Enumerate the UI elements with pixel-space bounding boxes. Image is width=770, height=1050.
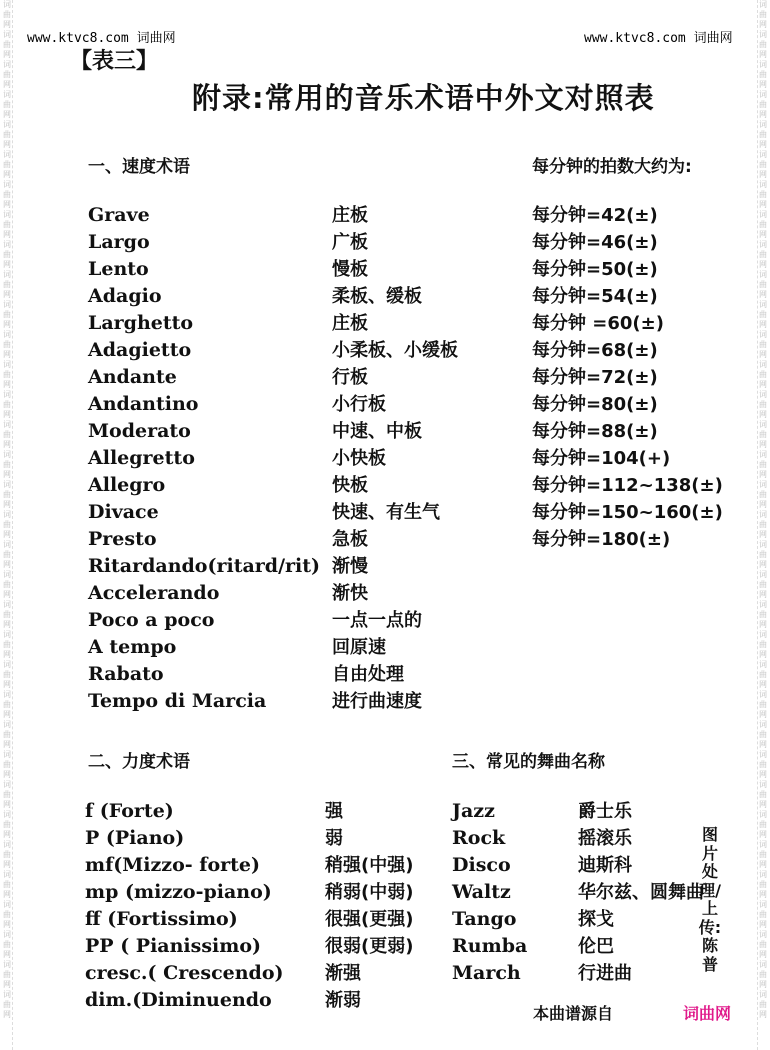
dynamics-term-en: mp (mizzo-piano): [85, 881, 272, 903]
dances-terms-en: [452, 798, 527, 987]
dynamics-term-en: dim.(Diminuendo: [85, 989, 272, 1011]
tempo-beat-value: 每分钟=42(±): [532, 205, 658, 226]
dynamics-term-cn: 很强(更强): [325, 909, 414, 930]
dance-term-en: Rock: [452, 827, 506, 849]
tempo-beat-value: 每分钟=80(±): [532, 394, 658, 415]
tempo-beat-value: 每分钟=180(±): [532, 529, 671, 550]
tempo-term-en: Allegro: [88, 474, 166, 496]
table-tag: 【表三】: [70, 49, 159, 74]
tempo-term-cn: 小柔板、小缓板: [332, 340, 458, 361]
tempo-term-en: Poco a poco: [88, 609, 215, 631]
tempo-beat-value: 每分钟=50(±): [532, 259, 658, 280]
tempo-term-cn: 快速、有生气: [332, 502, 440, 523]
tempo-term-cn: 急板: [332, 529, 368, 550]
dances-terms-cn: [578, 798, 704, 987]
tempo-beat-value: 每分钟=72(±): [532, 367, 658, 388]
tempo-terms-en: [88, 202, 320, 715]
tempo-term-en: Ritardando(ritard/rit): [88, 555, 321, 577]
tempo-term-en: Adagietto: [88, 339, 192, 361]
watermark-top-left: www.ktvc8.com 词曲网: [27, 31, 176, 46]
dynamics-term-cn: 弱: [325, 828, 343, 849]
tempo-term-en: Largo: [88, 231, 150, 253]
tempo-term-en: Andante: [88, 366, 177, 388]
beats-heading: 每分钟的拍数大约为:: [532, 157, 692, 177]
dynamics-term-cn: 很弱(更弱): [325, 936, 414, 957]
dynamics-term-en: mf(Mizzo- forte): [85, 854, 260, 876]
tempo-term-cn: 渐快: [332, 583, 368, 604]
dance-term-en: Jazz: [452, 800, 495, 822]
tempo-term-en: Grave: [88, 204, 150, 226]
dynamics-term-en: ff (Fortissimo): [85, 908, 238, 930]
dance-term-en: Rumba: [452, 935, 528, 957]
brand-label: 词曲网: [683, 1004, 732, 1023]
tempo-term-cn: 慢板: [332, 259, 368, 280]
dynamics-terms-cn: [325, 798, 413, 1014]
dynamics-term-cn: 强: [325, 801, 343, 822]
dance-term-en: Waltz: [452, 881, 511, 903]
tempo-term-cn: 进行曲速度: [332, 691, 422, 712]
vertical-credit: 图片处理/上传:陈普: [698, 825, 722, 974]
tempo-term-cn: 柔板、缓板: [332, 286, 422, 307]
page-title: 附录:常用的音乐术语中外文对照表: [192, 81, 655, 115]
source-label: 本曲谱源自: [533, 1004, 614, 1023]
tempo-term-en: A tempo: [88, 636, 177, 658]
tempo-term-cn: 庄板: [332, 205, 368, 226]
tempo-term-cn: 自由处理: [332, 664, 404, 685]
tempo-term-en: Lento: [88, 258, 149, 280]
dynamics-term-cn: 渐强: [325, 963, 361, 984]
tempo-beat-value: 每分钟=54(±): [532, 286, 658, 307]
tempo-terms-cn: [332, 202, 458, 715]
tempo-beats: [532, 202, 723, 553]
tempo-term-en: Allegretto: [88, 447, 195, 469]
right-watermark-strip: 词曲网词曲网词曲网词曲网词曲网词曲网词曲网词曲网词曲网词曲网词曲网词曲网词曲网词曲网词曲网词曲网词曲网词曲网词曲网词曲网词曲网词曲网词曲网词曲网词曲网词曲网词曲网词曲网词曲网词曲网词曲网词曲网词曲网词曲网: [757, 0, 768, 1050]
tempo-term-cn: 广板: [332, 232, 368, 253]
dynamics-term-cn: 稍弱(中弱): [325, 882, 414, 903]
tempo-term-cn: 中速、中板: [332, 421, 422, 442]
tempo-term-cn: 渐慢: [332, 556, 368, 577]
dynamics-term-en: f (Forte): [85, 800, 174, 822]
tempo-term-cn: 回原速: [332, 637, 386, 658]
left-watermark-strip: 词曲网词曲网词曲网词曲网词曲网词曲网词曲网词曲网词曲网词曲网词曲网词曲网词曲网词曲网词曲网词曲网词曲网词曲网词曲网词曲网词曲网词曲网词曲网词曲网词曲网词曲网词曲网词曲网词曲网词曲网词曲网词曲网词曲网词曲网: [2, 0, 13, 1050]
tempo-heading: 一、速度术语: [88, 157, 190, 177]
dance-term-cn: 爵士乐: [578, 801, 632, 822]
dance-term-en: Disco: [452, 854, 511, 876]
dance-term-cn: 探戈: [578, 909, 614, 930]
dance-term-cn: 行进曲: [578, 963, 632, 984]
dance-term-en: March: [452, 962, 521, 984]
dynamics-terms-en: [85, 798, 284, 1014]
dance-term-cn: 迪斯科: [578, 855, 632, 876]
dynamics-term-en: P (Piano): [85, 827, 185, 849]
dynamics-heading: 二、力度术语: [88, 752, 190, 772]
tempo-term-en: Larghetto: [88, 312, 194, 334]
tempo-beat-value: 每分钟=150~160(±): [532, 502, 723, 523]
dance-term-cn: 伦巴: [578, 936, 614, 957]
tempo-term-en: Rabato: [88, 663, 164, 685]
tempo-beat-value: 每分钟=46(±): [532, 232, 658, 253]
tempo-term-cn: 庄板: [332, 313, 368, 334]
dance-term-cn: 摇滚乐: [578, 828, 632, 849]
tempo-term-cn: 小快板: [332, 448, 386, 469]
tempo-beat-value: 每分钟=68(±): [532, 340, 658, 361]
dynamics-term-cn: 稍强(中强): [325, 855, 414, 876]
tempo-term-en: Andantino: [88, 393, 199, 415]
tempo-term-en: Accelerando: [88, 582, 220, 604]
tempo-term-cn: 小行板: [332, 394, 386, 415]
dynamics-term-cn: 渐弱: [325, 990, 361, 1011]
dynamics-term-en: cresc.( Crescendo): [85, 962, 284, 984]
tempo-term-cn: 行板: [332, 367, 368, 388]
tempo-beat-value: 每分钟=112~138(±): [532, 475, 723, 496]
tempo-beat-value: 每分钟 =60(±): [532, 313, 664, 334]
tempo-beat-value: 每分钟=88(±): [532, 421, 658, 442]
tempo-term-en: Adagio: [88, 285, 162, 307]
tempo-term-en: Divace: [88, 501, 159, 523]
tempo-beat-value: 每分钟=104(+): [532, 448, 671, 469]
dances-heading: 三、常见的舞曲名称: [452, 752, 605, 772]
dance-term-cn: 华尔兹、圆舞曲: [578, 882, 704, 903]
dynamics-term-en: PP ( Pianissimo): [85, 935, 262, 957]
tempo-term-cn: 一点一点的: [332, 610, 422, 631]
dance-term-en: Tango: [452, 908, 517, 930]
tempo-term-en: Tempo di Marcia: [88, 690, 267, 712]
tempo-term-en: Presto: [88, 528, 157, 550]
tempo-term-cn: 快板: [332, 475, 368, 496]
tempo-term-en: Moderato: [88, 420, 191, 442]
watermark-top-right: www.ktvc8.com 词曲网: [584, 31, 733, 46]
